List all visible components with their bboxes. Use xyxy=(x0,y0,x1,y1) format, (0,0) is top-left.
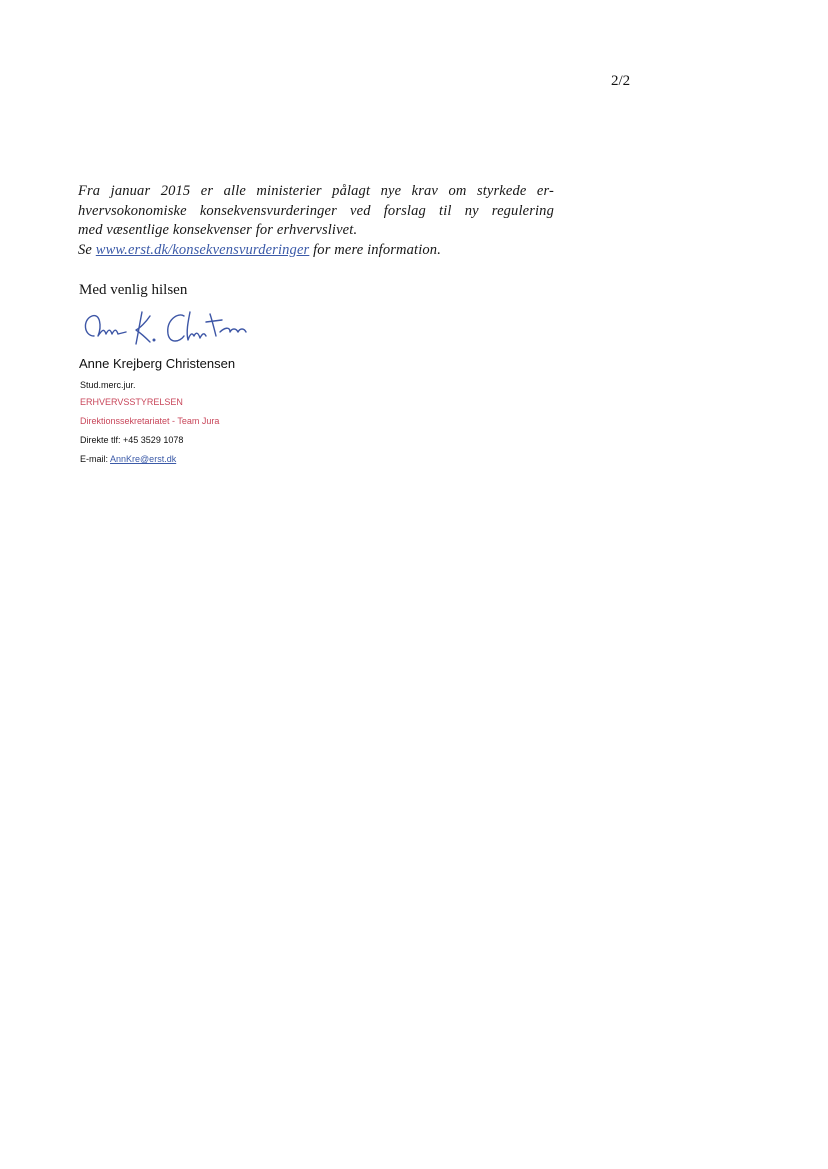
konsekvensvurderinger-link[interactable]: www.erst.dk/konsekvensvurderinger xyxy=(95,241,310,258)
body-paragraph xyxy=(78,182,554,260)
phone-label: Direkte tlf: xyxy=(80,435,121,445)
department-name: Direktionssekretariatet - Team Jura xyxy=(80,416,220,426)
body-line-4-suffix: for mere information. xyxy=(313,241,441,258)
phone-number: +45 3529 1078 xyxy=(123,435,184,445)
email-label: E-mail: xyxy=(80,454,109,464)
handwritten-signature xyxy=(80,306,250,352)
body-line-4 xyxy=(78,241,554,261)
signatory-name: Anne Krejberg Christensen xyxy=(79,356,236,371)
body-line-4-prefix: Se xyxy=(78,241,92,258)
body-line-2: hvervsokonomiske konsekvensvurderinger ved forslag til ny regulering xyxy=(78,202,554,219)
signatory-title: Stud.merc.jur. xyxy=(80,380,136,390)
body-line-3: med væsentlige konsekvenser for erhvervslivet. xyxy=(78,222,358,238)
closing-greeting: Med venlig hilsen xyxy=(79,282,188,298)
body-line-1: Fra januar 2015 er alle ministerier pålagt nye krav om styrkede er- xyxy=(78,183,554,199)
page-number: 2/2 xyxy=(611,73,631,89)
email-link[interactable]: AnnKre@erst.dk xyxy=(110,454,177,464)
email-line xyxy=(80,454,176,464)
phone-line xyxy=(80,435,183,445)
organization-name: ERHVERVSSTYRELSEN xyxy=(80,397,183,407)
